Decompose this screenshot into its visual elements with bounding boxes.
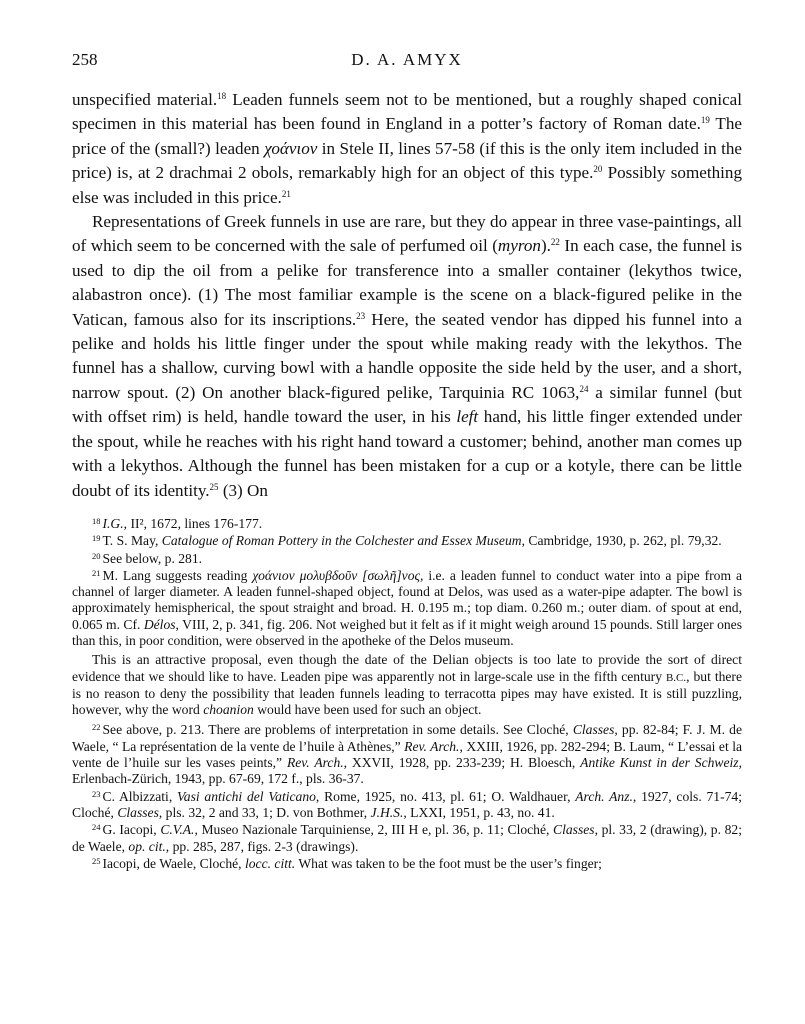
text-run: Here, the seated vendor has dipped his funnel into a pelike and holds his little finger under the spout while making ready with the lekythos. The funnel has a shallow, curving bowl with a handle opposite the side held by the user, and a short, narrow spout. (2) On another black-figured pelike, Tarquinia RC 1063, bbox=[72, 309, 742, 402]
footnote-ref: 18 bbox=[217, 91, 227, 101]
footnote-ref: 23 bbox=[356, 310, 366, 321]
text-run: , pp. 285, 287, figs. 2-3 (drawings). bbox=[165, 838, 359, 854]
text-run: C. Albizzati, bbox=[102, 788, 177, 804]
footnote-number: 19 bbox=[92, 533, 101, 544]
small-caps-era: B.C. bbox=[665, 671, 687, 684]
page-number: 258 bbox=[72, 50, 98, 69]
footnote-ref: 24 bbox=[579, 383, 589, 394]
italic-term: left bbox=[456, 407, 479, 427]
footnote-ref: 25 bbox=[209, 481, 219, 492]
text-run: , pl. 33, 2 (drawing), p. 82; de Waele, bbox=[72, 822, 742, 854]
citation-title: op. cit. bbox=[128, 838, 166, 854]
text-run: , 1927, cols. 71-74; Cloché, bbox=[72, 788, 742, 820]
footnote-number: 25 bbox=[92, 855, 101, 866]
footnote-number: 24 bbox=[92, 822, 101, 833]
text-run: This is an attractive proposal, even though the date of the Delian objects is too late to provide the sort of direct evidence that we should like to have. Leaden pipe was apparently not in large-scale use in the fifth century bbox=[72, 652, 742, 684]
page-header bbox=[72, 46, 742, 70]
running-head: D. A. AMYX bbox=[351, 50, 463, 69]
footnote-ref: 22 bbox=[550, 237, 560, 248]
citation-title: locc. citt. bbox=[244, 855, 296, 871]
text-run: , Museo Nazionale Tarquiniense, 2, III H e, pl. 36, p. 11; Cloché, bbox=[194, 822, 554, 838]
footnote-number: 20 bbox=[92, 550, 101, 561]
footnote-20 bbox=[72, 551, 742, 567]
text-run: , XXVII, 1928, pp. 233-239; H. Bloesch, bbox=[343, 755, 581, 771]
footnote-18 bbox=[72, 516, 742, 532]
citation-title: Classes bbox=[553, 822, 595, 838]
footnote-24 bbox=[72, 822, 742, 855]
greek-term: χοάνιον μολυβδοῦν [σωλῆ]νος bbox=[252, 567, 421, 583]
text-run: , XXIII, 1926, pp. 282-294; B. Laum, “ L’essai et la vente de l’huile sur les vases peints,” bbox=[72, 738, 743, 771]
text-run: in Stele II, lines 57-58 (if this is the only item included in the price) is, at 2 drachmai 2 obols, remarkably high for an object of this type. bbox=[72, 138, 742, 183]
text-run: , but there is no reason to deny the possibility that leaden funnels leading to terracotta pipes may have existed. It is still puzzling, however, why the word bbox=[72, 668, 742, 718]
text-run: , pls. 32, 2 and 33, 1; D. von Bothmer, bbox=[158, 804, 371, 820]
paragraph-1 bbox=[72, 88, 742, 210]
citation-title: Arch. Anz. bbox=[575, 788, 633, 804]
italic-term: myron bbox=[497, 236, 541, 256]
citation-title: Délos bbox=[143, 616, 176, 632]
text-run: Representations of Greek funnels in use are rare, but they do appear in three vase-paintings, all of which seem to be concerned with the sale of perfumed oil ( bbox=[72, 212, 742, 256]
text-run: In each case, the funnel is used to dip the oil from a pelike for transference into a smaller container (lekythos twice, alabastron once). (1) The most familiar example is the scene on a black-figured pelike in the Vatican, famous also for its inscriptions. bbox=[72, 236, 742, 329]
greek-term: χοάνιον bbox=[264, 138, 318, 158]
text-run: a similar funnel (but with offset rim) is held, handle toward the user, in his bbox=[72, 382, 742, 427]
text-run: Possibly something else was included in this price. bbox=[72, 163, 743, 207]
footnote-23 bbox=[72, 789, 742, 822]
text-run: Iacopi, de Waele, Cloché, bbox=[102, 855, 245, 871]
text-run: The price of the (small?) leaden bbox=[72, 114, 742, 158]
footnote-number: 23 bbox=[92, 788, 101, 799]
citation-title: Antike Kunst in der Schweiz bbox=[580, 755, 739, 771]
footnote-25 bbox=[72, 856, 742, 872]
text-run: T. S. May, bbox=[102, 533, 162, 549]
text-run: See below, p. 281. bbox=[102, 550, 203, 566]
footnote-22 bbox=[72, 722, 742, 787]
footnote-21 bbox=[72, 568, 742, 649]
text-run: What was taken to be the foot must be the user’s finger; bbox=[295, 855, 602, 871]
main-text bbox=[72, 88, 742, 503]
text-run: , pp. 82-84; F. J. M. de Waele, “ La représentation de la vente de l’huile à Athènes,” bbox=[72, 722, 742, 754]
footnote-number: 22 bbox=[92, 722, 101, 733]
text-run: would have been used for such an object. bbox=[253, 702, 482, 718]
footnotes bbox=[72, 516, 742, 872]
text-run: G. Iacopi, bbox=[102, 822, 161, 838]
footnote-ref: 21 bbox=[281, 188, 291, 199]
citation-title: I.G. bbox=[102, 515, 124, 531]
text-run: , Erlenbach-Zürich, 1943, pp. 67-69, 172 f., pls. 36-37. bbox=[72, 755, 742, 787]
footnote-19 bbox=[72, 533, 742, 549]
text-run: hand, his little finger extended under the spout, while he reaches with his right hand toward a customer; behind, another man comes up with a lekythos. Although the funnel has been mistaken for a cup or a kotyle, there can be little doubt of its identity. bbox=[72, 407, 742, 500]
text-run: M. Lang suggests reading bbox=[102, 567, 253, 583]
italic-term: choanion bbox=[203, 702, 254, 718]
text-run: , VIII, 2, p. 341, fig. 206. Not weighed but it felt as if it might weigh around 15 pounds. Still larger ones than this, in poor condition, were observed in the apotheke of the Delos museum. bbox=[72, 616, 742, 648]
citation-title: Catalogue of Roman Pottery in the Colchester and Essex Museum bbox=[161, 533, 522, 549]
citation-title: Rev. Arch. bbox=[404, 738, 460, 754]
text-run: unspecified material. bbox=[72, 90, 218, 109]
citation-title: Classes bbox=[117, 804, 159, 820]
citation-title: Vasi antichi del Vaticano bbox=[177, 788, 316, 804]
text-run: See above, p. 213. There are problems of interpretation in some details. See Cloché, bbox=[102, 722, 573, 738]
citation-title: Classes bbox=[572, 722, 615, 738]
text-run: ). bbox=[540, 236, 551, 256]
text-run: , Cambridge, 1930, p. 262, pl. 79,32. bbox=[521, 533, 722, 549]
paragraph-2 bbox=[72, 210, 742, 503]
journal-page bbox=[72, 46, 742, 873]
text-run: , Rome, 1925, no. 413, pl. 61; O. Waldhauer, bbox=[315, 788, 576, 804]
text-run: , II², 1672, lines 176-177. bbox=[123, 515, 263, 531]
citation-title: C.V.A. bbox=[160, 822, 195, 838]
citation-title: J.H.S. bbox=[370, 804, 404, 820]
footnote-21-comment bbox=[72, 652, 742, 718]
citation-title: Rev. Arch. bbox=[286, 755, 344, 771]
footnote-ref: 20 bbox=[593, 164, 603, 175]
footnote-number: 21 bbox=[92, 567, 101, 578]
text-run: Leaden funnels seem not to be mentioned, but a roughly shaped conical specimen in this material has been found in England in a potter’s factory of Roman date. bbox=[72, 90, 742, 134]
text-run: (3) On bbox=[218, 480, 268, 500]
text-run: , i.e. a leaden funnel to conduct water into a pipe from a channel of larger diameter. A leaden funnel-shaped object, found at Delos, was used as a water-pipe adapter. The bowl is approximately hemispherical, the spout straight and broad. H. 0.195 m.; top diam. 0.260 m.; outer diam. of spout at end, 0.065 m. Cf. bbox=[72, 567, 742, 632]
footnote-ref: 19 bbox=[700, 115, 710, 126]
text-run: , LXXI, 1951, p. 43, no. 41. bbox=[403, 804, 555, 820]
footnote-number: 18 bbox=[92, 515, 101, 526]
